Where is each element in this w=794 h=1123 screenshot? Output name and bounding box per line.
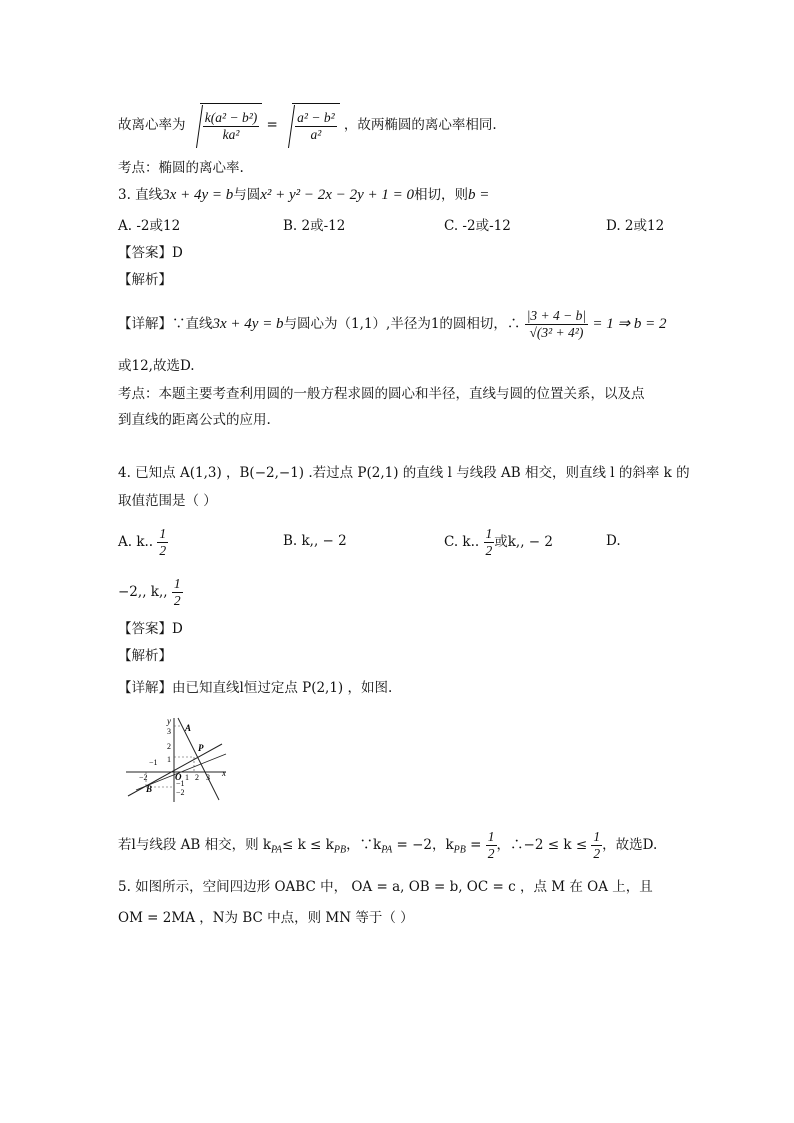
numerator: 1 bbox=[487, 829, 495, 844]
tick-x-1: 1 bbox=[185, 773, 189, 782]
coordinate-graph bbox=[122, 714, 234, 804]
text: ，故两椭圆的离心率相同. bbox=[343, 117, 497, 133]
sqrt-2 bbox=[282, 103, 339, 148]
q4-stem-2: 取值范围是（ ） bbox=[118, 493, 217, 509]
q5-line-2: OM = 2MA ，N为 BC 中点，则 MN 等于（ ） bbox=[118, 910, 414, 926]
q4-jiexi: 【解析】 bbox=[118, 648, 172, 664]
denominator: √(3² + 4²) bbox=[529, 325, 584, 340]
tick-x-m1: −1 bbox=[149, 758, 158, 767]
q3-detail bbox=[118, 302, 666, 346]
point-p: P bbox=[198, 743, 204, 753]
q3-option-d: D. 2或12 bbox=[606, 218, 665, 234]
subscript: PB bbox=[333, 844, 347, 856]
text: −2,, k,, bbox=[118, 584, 168, 600]
q3-detail-cont: 或12,故选D. bbox=[118, 358, 195, 374]
q3-option-c: C. -2或-12 bbox=[444, 218, 511, 234]
q3-answer: 【答案】D bbox=[118, 245, 183, 261]
fraction-2 bbox=[295, 110, 336, 143]
numerator: 1 bbox=[593, 829, 601, 844]
text: 【详解】∵直线 bbox=[118, 316, 213, 332]
denominator: 2 bbox=[593, 846, 601, 861]
q3-kaodian-1: 考点：本题主要考查利用圆的一般方程求圆的圆心和半径，直线与圆的位置关系，以及点 bbox=[118, 386, 645, 402]
text: C. k.. bbox=[444, 534, 480, 550]
text: A. k.. bbox=[118, 534, 154, 550]
denominator: 2 bbox=[487, 846, 495, 861]
denominator: 2 bbox=[159, 543, 167, 558]
tick-y-1: 1 bbox=[167, 755, 171, 764]
numerator: 1 bbox=[485, 526, 493, 541]
numerator: |3 + 4 − b| bbox=[526, 308, 587, 323]
numerator: a² − b² bbox=[297, 110, 335, 125]
text: ≤ k ≤ k bbox=[281, 837, 334, 853]
text: ，∴−2 ≤ k ≤ bbox=[496, 837, 592, 853]
y-label: y bbox=[167, 716, 171, 726]
q3-stem bbox=[118, 185, 489, 205]
q4-detail: 【详解】由已知直线l恒过定点 P(2,1) ，如图. bbox=[118, 680, 393, 696]
q4-answer: 【答案】D bbox=[118, 621, 183, 637]
kaodian-1: 考点：椭圆的离心率. bbox=[118, 160, 244, 176]
q4-option-c bbox=[444, 520, 553, 564]
equals: = bbox=[266, 117, 278, 133]
tick-x-3: 3 bbox=[206, 773, 210, 782]
q3-kaodian-2: 到直线的距离公式的应用. bbox=[118, 412, 271, 428]
tick-y-2: 2 bbox=[167, 742, 171, 751]
denominator: 2 bbox=[173, 593, 181, 608]
numerator: 1 bbox=[173, 576, 181, 591]
math: b = bbox=[467, 187, 490, 203]
text: = −2，k bbox=[392, 837, 454, 853]
fraction bbox=[172, 576, 183, 609]
sqrt-1 bbox=[190, 103, 262, 148]
numerator: k(a² − b²) bbox=[204, 110, 258, 125]
math: = 1 ⇒ b = 2 bbox=[592, 316, 667, 332]
text: 3. 直线 bbox=[118, 187, 163, 203]
q3-option-a: A. -2或12 bbox=[118, 218, 181, 234]
x-label: x bbox=[222, 768, 226, 778]
point-a: A bbox=[185, 723, 192, 733]
point-b: B bbox=[146, 784, 153, 794]
subscript: PA bbox=[271, 844, 282, 856]
denominator: ka² bbox=[222, 127, 240, 142]
text: 故离心率为 bbox=[118, 117, 186, 133]
tick-y-m2: −2 bbox=[176, 788, 185, 797]
q4-conclusion bbox=[118, 823, 657, 867]
text: 与圆 bbox=[233, 187, 261, 203]
fraction bbox=[486, 829, 497, 862]
q5-line-1: 5. 如图所示，空间四边形 OABC 中， OA = a, OB = b, OC = c ，点 M 在 OA 上，且 bbox=[118, 879, 653, 895]
text: 相切，则 bbox=[413, 187, 468, 203]
text: 与圆心为（1,1）,半径为1的圆相切，∴ bbox=[283, 316, 521, 332]
text: 若l与线段 AB 相交，则 k bbox=[118, 837, 272, 853]
tick-x-m2: −2 bbox=[139, 773, 148, 782]
q3-option-b: B. 2或-12 bbox=[283, 218, 346, 234]
numerator: 1 bbox=[159, 526, 167, 541]
math: 3x + 4y = b bbox=[162, 187, 234, 203]
q4-option-b: B. k,, − 2 bbox=[283, 533, 347, 549]
tick-y-m1: −1 bbox=[176, 779, 185, 788]
q4-option-d: D. bbox=[606, 533, 621, 549]
fraction bbox=[591, 829, 602, 862]
q4-option-a bbox=[118, 520, 168, 564]
eccentricity-line bbox=[118, 103, 497, 147]
text: 或k,, − 2 bbox=[494, 534, 553, 550]
math: 3x + 4y = b bbox=[212, 316, 284, 332]
denominator: 2 bbox=[485, 543, 493, 558]
q4-stem-1: 4. 已知点 A(1,3) ，B(−2,−1) .若过点 P(2,1) 的直线 l 与线段 AB 相交，则直线 l 的斜率 k 的 bbox=[118, 465, 690, 481]
q3-jiexi: 【解析】 bbox=[118, 272, 172, 288]
tick-x-2: 2 bbox=[195, 773, 199, 782]
subscript: PA bbox=[381, 844, 393, 856]
q4-option-d-content bbox=[118, 570, 183, 614]
text: ，故选D. bbox=[602, 837, 658, 853]
subscript: PB bbox=[453, 844, 466, 856]
line-pb bbox=[128, 744, 222, 796]
tick-y-3: 3 bbox=[167, 727, 171, 736]
distance-fraction bbox=[525, 308, 588, 341]
text: ，∵k bbox=[346, 837, 382, 853]
fraction bbox=[484, 526, 495, 559]
denominator: a² bbox=[310, 127, 322, 142]
fraction bbox=[157, 526, 168, 559]
origin: O bbox=[175, 772, 182, 782]
fraction-1 bbox=[203, 110, 259, 143]
math: x² + y² − 2x − 2y + 1 = 0 bbox=[260, 187, 414, 203]
text: = bbox=[465, 837, 486, 853]
